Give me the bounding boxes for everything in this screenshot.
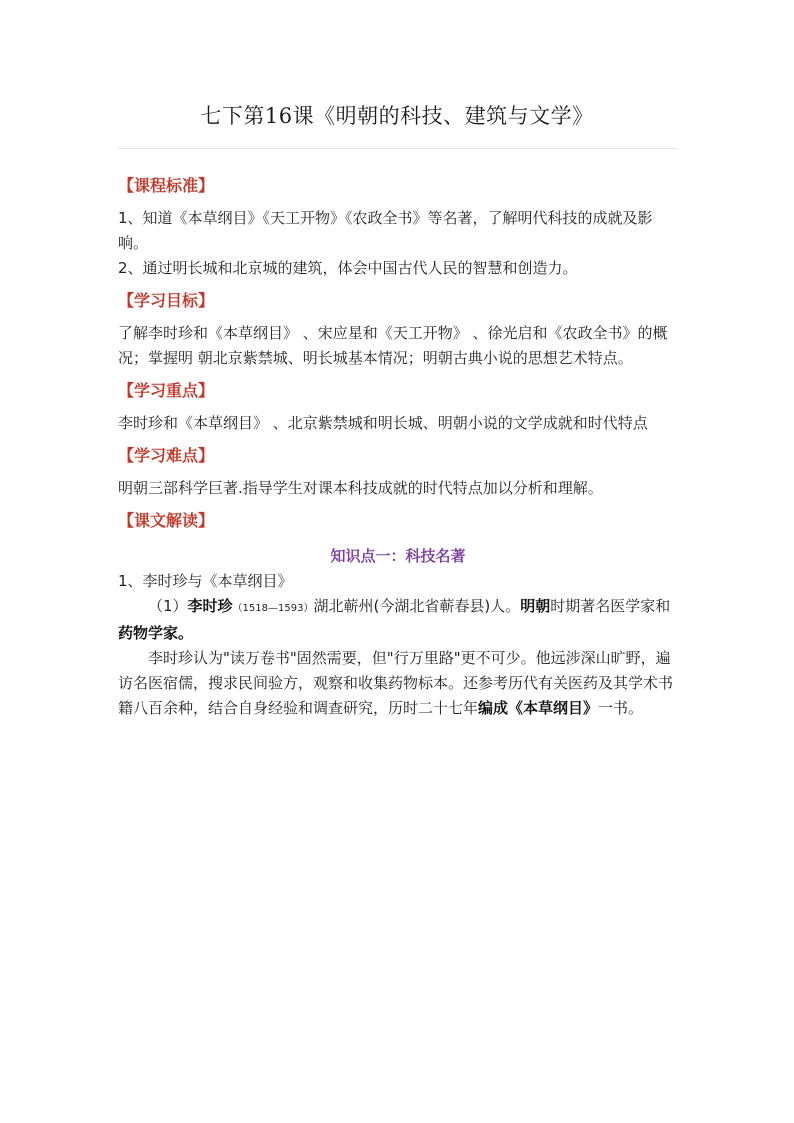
work-text: 李时珍认为"读万卷书"固然需要，但"行万里路"更不可少。他远涉深山旷野，遍访名医宿儒，搜求民间验方，观察和收集药物标本。还参考历代有关医药及其学术书籍八百余种，结合自身经验和调查研究，历时二十七年 xyxy=(118,649,674,717)
life-years: （1518—1593） xyxy=(232,603,314,614)
work-bold: 编成《本草纲目》 xyxy=(478,699,599,717)
section-heading-standard: 【课程标准】 xyxy=(118,176,215,195)
birthplace-text: 湖北蕲州(今湖北省蕲春县)人。 xyxy=(313,597,521,615)
sub-item-heading: 1、李时珍与《本草纲目》 xyxy=(118,572,293,590)
para-prefix: （1） xyxy=(148,597,188,615)
paragraph-li-shizhen-work xyxy=(118,646,678,721)
key-text: 李时珍和《本草纲目》 、北京紫禁城和明长城、明朝小说的文学成就和时代特点 xyxy=(118,414,648,432)
section-heading-reading: 【课文解读】 xyxy=(118,511,215,530)
role-text: 药物学家。 xyxy=(118,624,194,642)
standard-item-2: 2、通过明长城和北京城的建筑，体会中国古代人民的智慧和创造力。 xyxy=(118,259,578,277)
section-heading-difficulty: 【学习难点】 xyxy=(118,446,215,465)
title-divider xyxy=(118,148,676,149)
standard-item-1: 1、知道《本草纲目》《天工开物》《农政全书》等名著，了解明代科技的成就及影响。 xyxy=(118,209,653,252)
document-title: 七下第16课《明朝的科技、建筑与文学》 xyxy=(200,104,594,128)
knowledge-point-heading: 知识点一：科技名著 xyxy=(330,547,466,565)
difficulty-text: 明朝三部科学巨著.指导学生对课本科技成就的时代特点加以分析和理解。 xyxy=(118,479,603,497)
goals-text: 了解李时珍和《本草纲目》 、宋应星和《天工开物》 、徐光启和《农政全书》的概况；掌握明 朝北京紫禁城、明长城基本情况；明朝古典小说的思想艺术特点。 xyxy=(118,324,668,367)
person-name: 李时珍 xyxy=(187,597,233,615)
paragraph-li-shizhen-intro xyxy=(118,594,678,646)
era-name: 明朝 xyxy=(520,597,551,615)
section-heading-key: 【学习重点】 xyxy=(118,381,215,400)
document-body xyxy=(118,172,678,721)
section-heading-goals: 【学习目标】 xyxy=(118,291,215,310)
work-end: 一书。 xyxy=(598,699,644,717)
era-description: 时期著名医学家和 xyxy=(550,597,671,615)
